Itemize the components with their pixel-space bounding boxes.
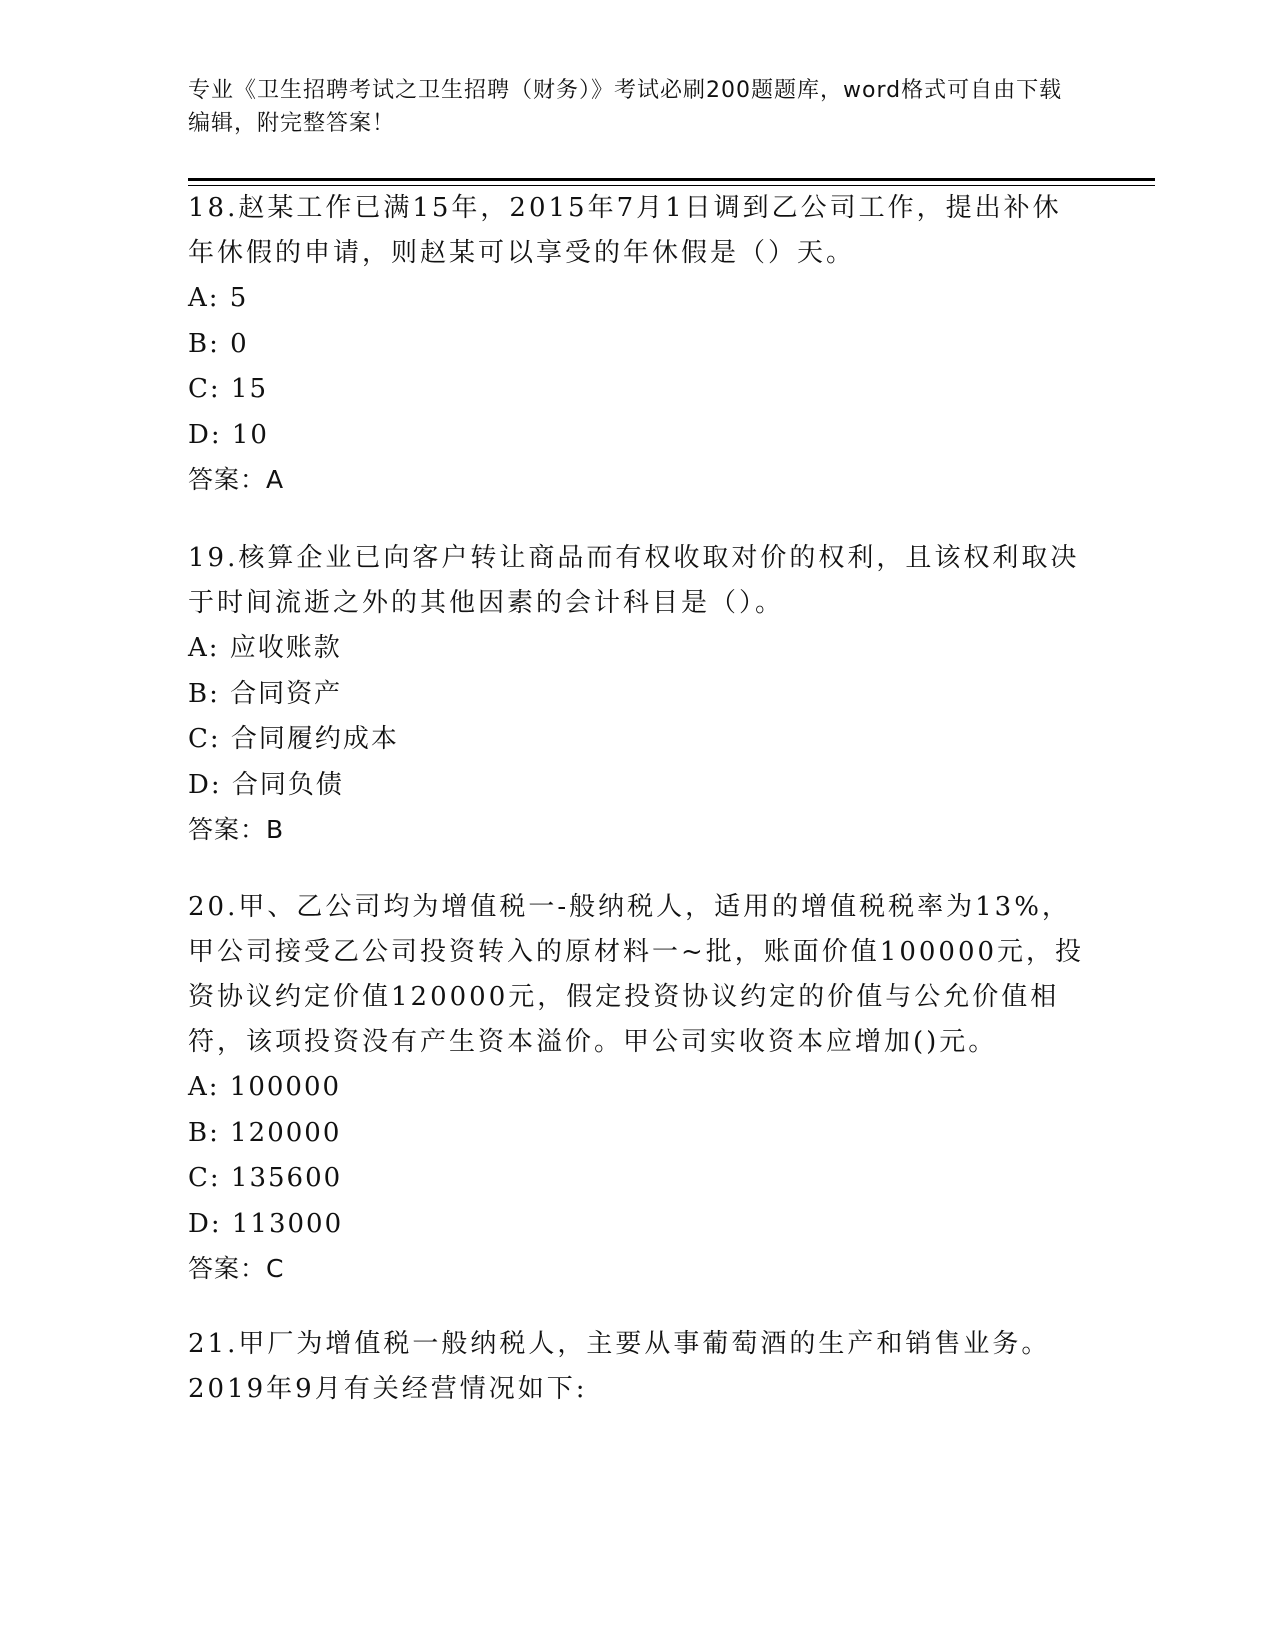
question-text: 18.赵某工作已满15年，2015年7月1日调到乙公司工作，提出补休年休假的申请，则赵某可以享受的年休假是（）天。 [188,193,1062,268]
option-c: C: 135600 [188,1163,343,1193]
option-a: A: 5 [188,283,249,313]
option-d: D: 113000 [188,1208,344,1239]
answer: 答案：B [188,815,285,844]
header-divider [188,178,1155,181]
option-b: B: 120000 [188,1117,342,1148]
option-b: B: 0 [188,328,249,359]
option-c: C: 15 [188,374,269,404]
question-text: 20.甲、乙公司均为增值税一-般纳税人，适用的增值税税率为13%，甲公司接受乙公司投资转入的原材料一~批，账面价值100000元，投资协议约定价值120000元，假定投资协议约定的价值与公允价值相符，该项投资没有产生资本溢价。甲公司实收资本应增加()元。 [188,892,1085,1057]
answer: 答案：A [188,465,285,494]
option-d: D: 10 [188,419,269,450]
question-18 [188,186,1088,502]
question-20 [188,885,1088,1291]
question-text: 21.甲厂为增值税一般纳税人，主要从事葡萄酒的生产和销售业务。2019年9月有关经营情况如下: [188,1329,1051,1404]
question-text: 19.核算企业已向客户转让商品而有权收取对价的权利，且该权利取决于时间流逝之外的其他因素的会计科目是（）。 [188,543,1080,618]
option-a: A: 100000 [188,1072,342,1102]
option-a: A: 应收账款 [188,633,342,663]
option-c: C: 合同履约成本 [188,724,399,754]
option-b: B: 合同资产 [188,678,343,709]
question-19 [188,536,1088,852]
question-21 [188,1322,1088,1412]
option-d: D: 合同负债 [188,769,344,800]
answer: 答案：C [188,1254,285,1283]
document-header: 专业《卫生招聘考试之卫生招聘（财务）》考试必刷200题题库，word格式可自由下载编辑，附完整答案！ [188,78,1063,136]
